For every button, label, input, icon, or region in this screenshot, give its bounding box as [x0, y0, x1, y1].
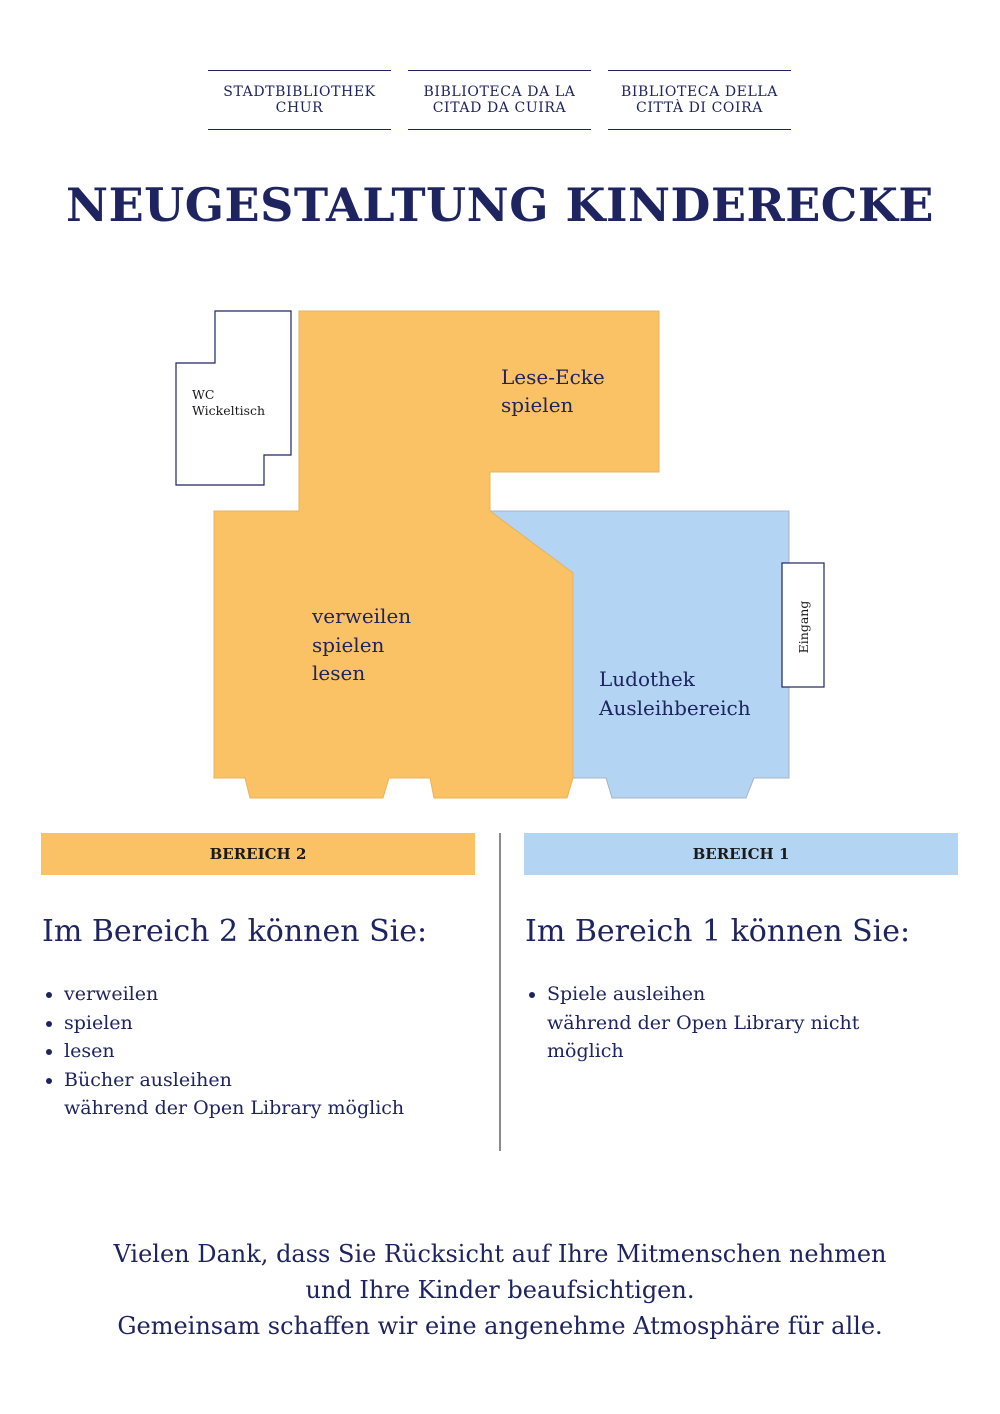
bereich2-bar-label: BEREICH 2 [209, 845, 307, 863]
bereich2-list [42, 980, 404, 1123]
library-name-line: CITTÀ DI COIRA [636, 100, 763, 116]
list-item: • spielen [64, 1009, 404, 1038]
wc-label: Wickeltisch [192, 403, 266, 418]
list-item-line: möglich [547, 1040, 624, 1062]
list-item: • verweilen [64, 980, 404, 1009]
bereich1-list [525, 980, 859, 1066]
thank-you-line: Gemeinsam schaffen wir eine angenehme Atmosphäre für alle. [117, 1312, 883, 1340]
list-item-line: Spiele ausleihen [547, 983, 706, 1005]
library-name-line: BIBLIOTECA DELLA [621, 84, 778, 100]
reading-corner-label: spielen [501, 393, 574, 417]
column-divider [499, 833, 501, 1151]
bereich2-bar [41, 833, 475, 875]
main-area-label: lesen [312, 661, 366, 685]
library-name-line: CITAD DA CUIRA [432, 100, 567, 116]
list-item-line: während der Open Library möglich [64, 1097, 405, 1119]
wc-label: WC [192, 387, 215, 402]
list-item: • lesen [64, 1037, 404, 1066]
list-item-line: Bücher ausleihen [64, 1068, 232, 1091]
main-area-label: spielen [312, 633, 385, 657]
page-title: NEUGESTALTUNG KINDERECKE [66, 178, 934, 232]
library-name-line: CHUR [275, 100, 324, 116]
list-item [64, 1066, 404, 1123]
library-name-line: STADTBIBLIOTHEK [223, 84, 376, 100]
library-name-line: BIBLIOTECA DA LA [423, 84, 576, 100]
main-area-label: verweilen [312, 604, 412, 628]
bereich1-bar-label: BEREICH 1 [692, 845, 790, 863]
entrance-label: Eingang [796, 600, 811, 654]
bereich2-heading: Im Bereich 2 können Sie: [42, 914, 428, 949]
list-item-line: während der Open Library nicht [547, 1011, 860, 1034]
thank-you-line: und Ihre Kinder beaufsichtigen. [305, 1276, 695, 1304]
list-item [547, 980, 859, 1066]
thank-you-line: Vielen Dank, dass Sie Rücksicht auf Ihre Mitmenschen nehmen [113, 1240, 887, 1268]
bereich1-bar [524, 833, 958, 875]
ludothek-label: Ausleihbereich [599, 696, 751, 720]
bereich1-heading: Im Bereich 1 können Sie: [525, 914, 911, 949]
reading-corner-label: Lese-Ecke [501, 365, 605, 389]
thank-you-note [0, 1236, 1000, 1344]
ludothek-label: Ludothek [599, 667, 695, 691]
